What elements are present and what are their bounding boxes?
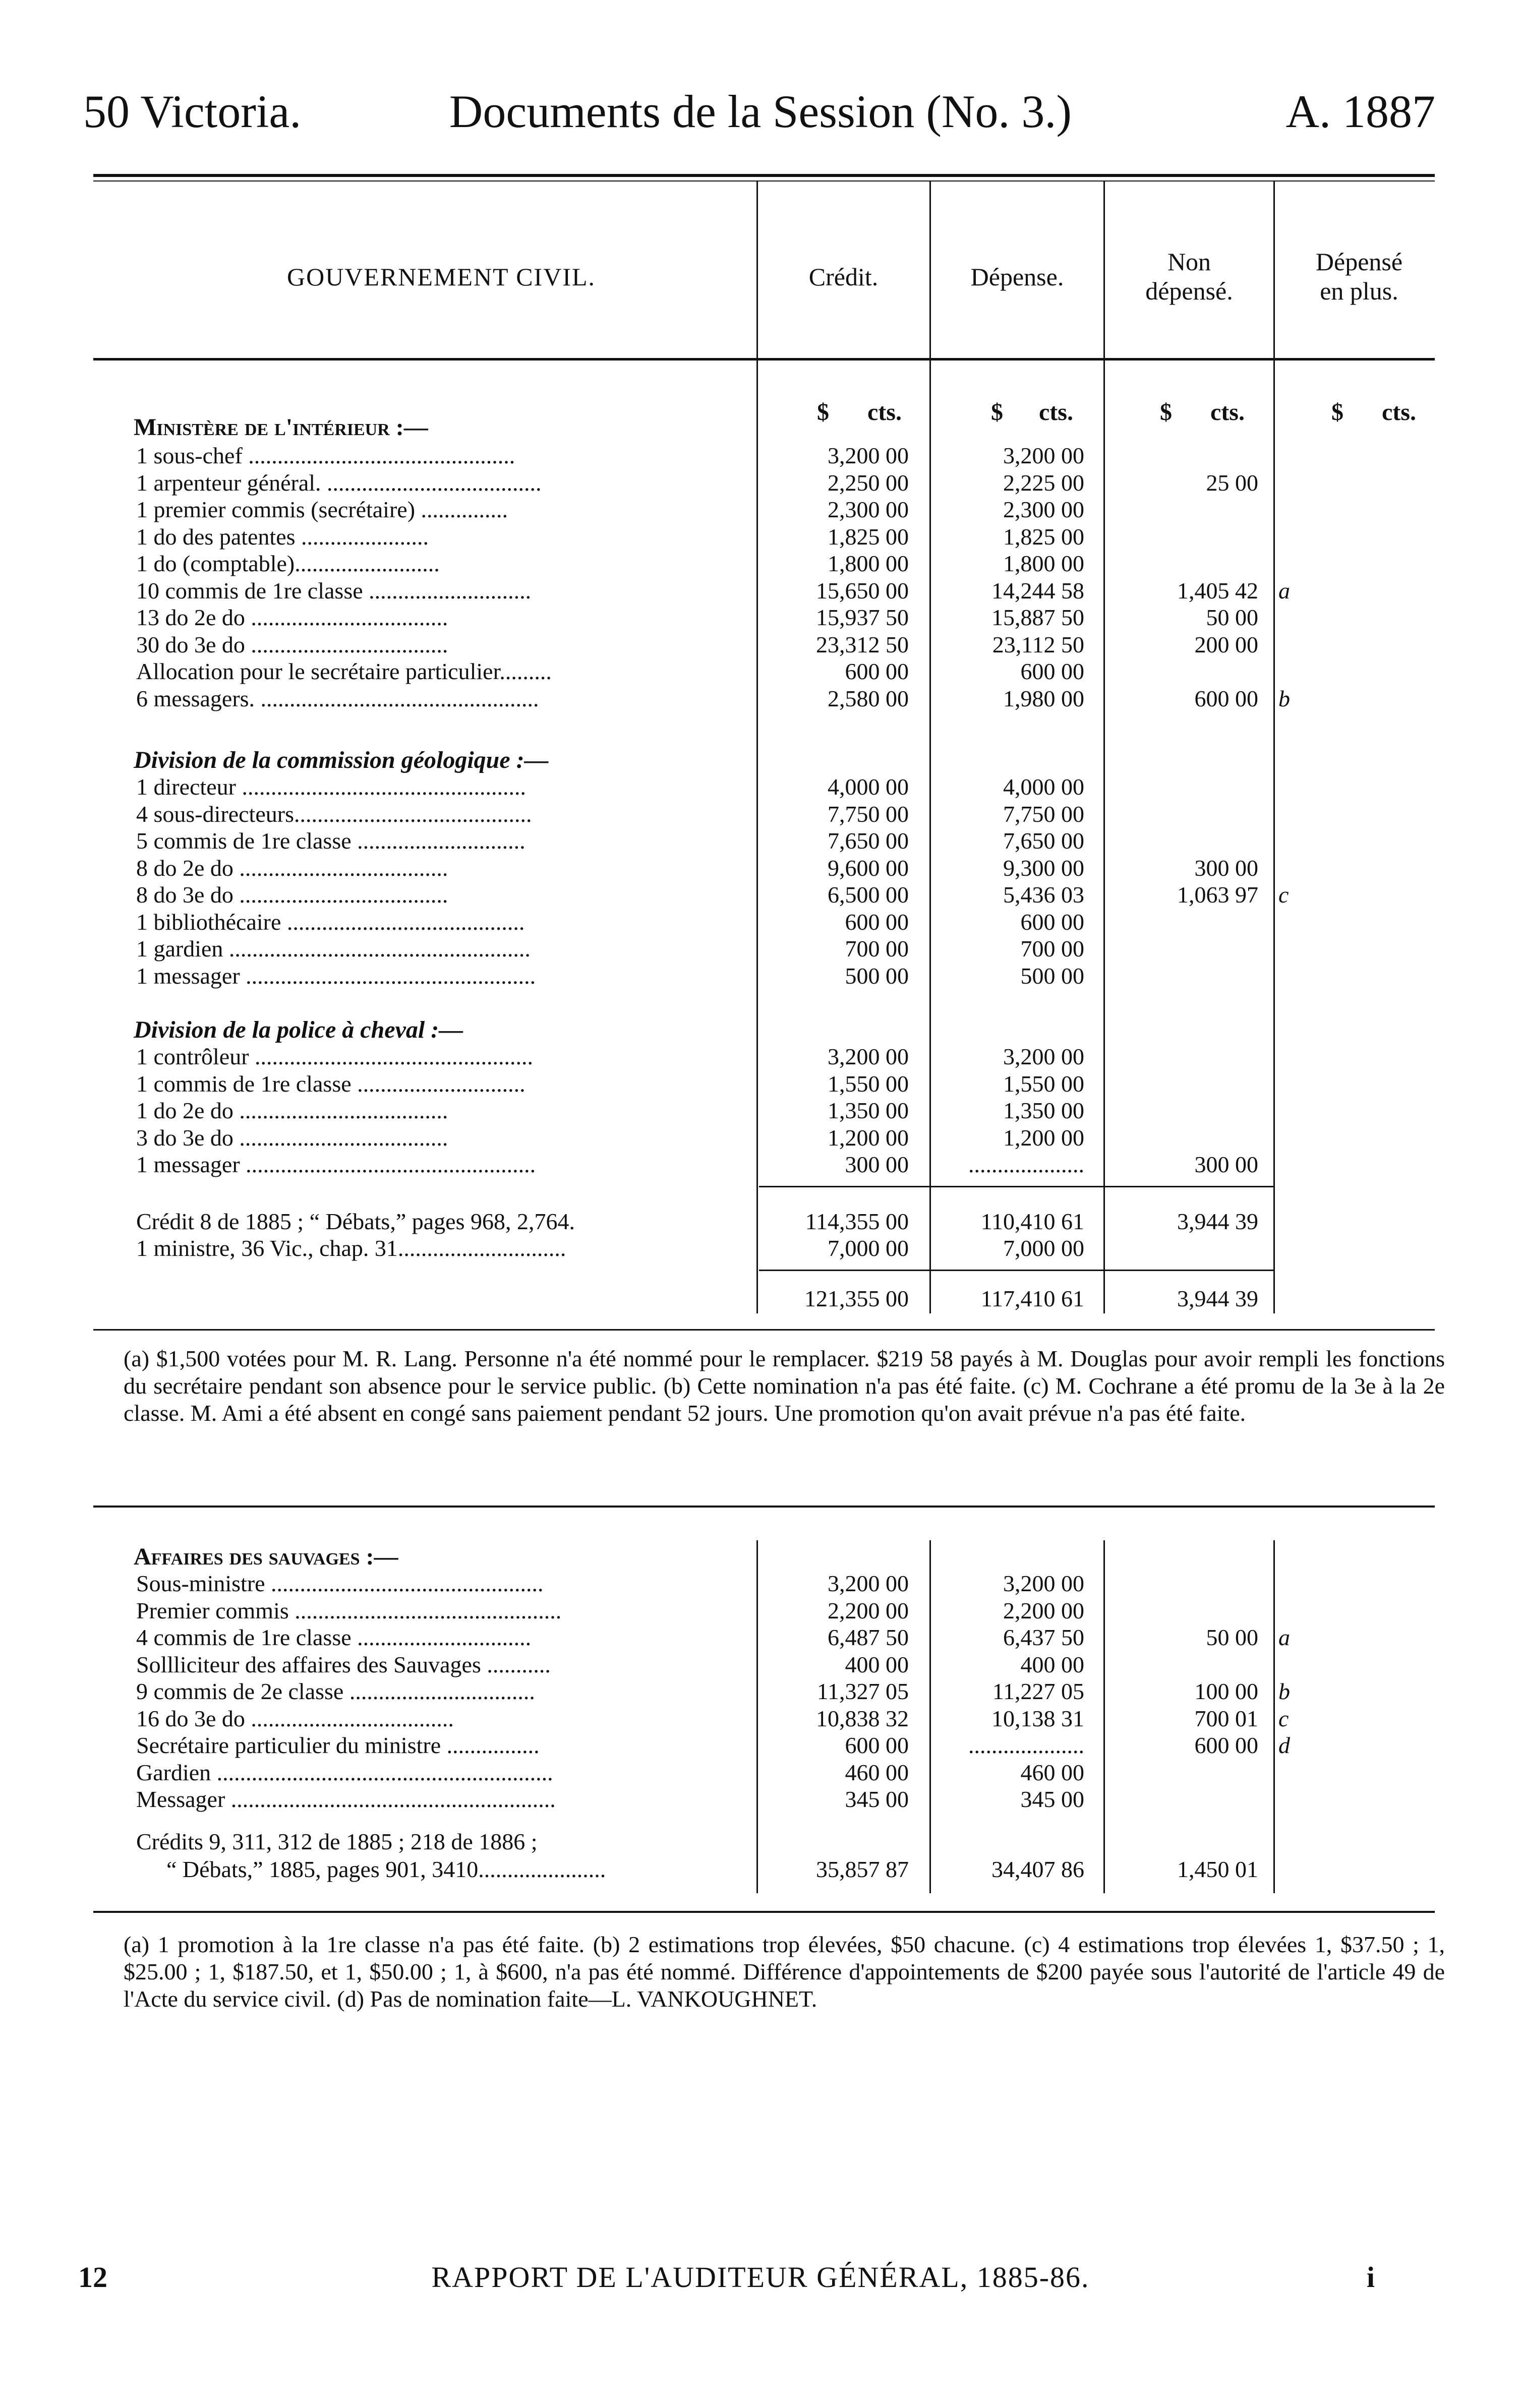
- row-depense: 4,000 00: [1003, 774, 1084, 800]
- row-depense: 1,550 00: [1003, 1070, 1084, 1097]
- row-credit: 23,312 50: [816, 631, 909, 657]
- row-label: 1 arpenteur général. .....................................: [136, 469, 542, 496]
- header-session-year: 50 Victoria.: [83, 86, 302, 137]
- row-label: 1 contrôleur ................................................: [136, 1044, 534, 1069]
- row-depense: 3,200 00: [1003, 1044, 1084, 1069]
- table-row: [0, 1731, 1521, 1760]
- row-label: 4 commis de 1re classe ..............................: [136, 1624, 532, 1650]
- total-depense: 7,000 00: [1003, 1235, 1084, 1261]
- table-row: [0, 1043, 1521, 1071]
- header-document-title: Documents de la Session (No. 3.): [449, 86, 1072, 137]
- unit-dollar: $: [1331, 399, 1343, 426]
- row-credit: 11,327 05: [816, 1678, 909, 1704]
- row-depense: ....................: [968, 1732, 1084, 1758]
- row-label: 1 gardien ....................................................: [136, 936, 531, 961]
- row-label: 8 do 3e do ....................................: [136, 882, 448, 908]
- table-row: [0, 1597, 1521, 1625]
- row-credit: 15,650 00: [816, 577, 909, 604]
- row-credit: 10,838 32: [816, 1705, 909, 1731]
- row-label: 9 commis de 2e classe ................................: [136, 1678, 535, 1704]
- section-title-interieur: Ministère de l'intérieur :—: [134, 414, 428, 441]
- header-depense: Dépense.: [970, 263, 1064, 291]
- unit-cts: cts.: [1210, 399, 1245, 426]
- table-row: [0, 1097, 1521, 1125]
- row-label: 6 messagers. ................................................: [136, 685, 539, 711]
- section-end-rule: [93, 1329, 1435, 1331]
- total-depense: 34,407 86: [991, 1856, 1084, 1882]
- row-credit: 500 00: [845, 962, 909, 989]
- row-credit: 400 00: [845, 1651, 909, 1677]
- row-label: 8 do 2e do ....................................: [136, 855, 448, 881]
- row-depense: 2,225 00: [1003, 469, 1084, 496]
- section-title-row: [0, 746, 1521, 774]
- table-row: [0, 1570, 1521, 1598]
- table-row: [0, 657, 1521, 686]
- unit-dollar: $: [1160, 399, 1172, 426]
- row-label: 1 sous-chef ..............................................: [136, 443, 515, 468]
- row-note-marker: b: [1278, 1678, 1290, 1704]
- table-row: [0, 604, 1521, 632]
- row-depense: 1,825 00: [1003, 523, 1084, 550]
- row-non-depense: 100 00: [1194, 1678, 1258, 1704]
- total-credit: 35,857 87: [816, 1856, 909, 1882]
- table-row: [0, 1651, 1521, 1679]
- row-label: 1 bibliothécaire .........................................: [136, 909, 525, 935]
- row-non-depense: 600 00: [1194, 1732, 1258, 1758]
- row-label: 3 do 3e do ....................................: [136, 1124, 448, 1151]
- footnotes-sauvages: (a) 1 promotion à la 1re classe n'a pas été faite. (b) 2 estimations trop élevées, $50 chacune. (c) 4 estimations trop élevées 1, $37.50 ; 1, $25.00 ; 1, $187.50, et 1, $50.00 ; 1, à $600, n'a pas été nommé. Différence d'appointements de $200 payée sous l'autorité de l'article 49 de l'Acte du service civil. (d) Pas de nomination faite—L. VANKOUGHNET.: [124, 1932, 1445, 2012]
- total-non-depense: 1,450 01: [1177, 1856, 1258, 1882]
- row-credit: 3,200 00: [828, 443, 909, 468]
- row-non-depense: 200 00: [1194, 631, 1258, 657]
- table-row: [0, 550, 1521, 578]
- row-depense: 14,244 58: [991, 577, 1084, 604]
- table-row: [0, 631, 1521, 659]
- header-credit: Crédit.: [808, 263, 879, 291]
- row-label: 1 commis de 1re classe .............................: [136, 1070, 525, 1097]
- table-row: [0, 908, 1521, 936]
- unit-dollar: $: [991, 399, 1003, 426]
- section-title-row: [0, 413, 1521, 442]
- row-credit: 600 00: [845, 909, 909, 935]
- row-credit: 6,487 50: [828, 1624, 909, 1650]
- footnotes-interieur: (a) $1,500 votées pour M. R. Lang. Personne n'a été nommé pour le remplacer. $219 58 payés à M. Douglas pour avoir rempli les fonctions du secrétaire pendant son absence pour le service public. (b) Cette nomination n'a pas été faite. (c) M. Cochrane a été promu de la 3e à la 2e classe. M. Ami a été absent en congé sans paiement pendant 52 jours. Une promotion qu'on avait prévue n'a pas été faite.: [124, 1346, 1445, 1426]
- footer-signature-mark: i: [1366, 2261, 1375, 2294]
- table-row: [0, 827, 1521, 855]
- row-note-marker: c: [1278, 1705, 1289, 1731]
- row-depense: 1,800 00: [1003, 551, 1084, 576]
- row-credit: 2,580 00: [828, 685, 909, 711]
- row-depense: 1,980 00: [1003, 685, 1084, 711]
- grand-total-row: [0, 1285, 1521, 1313]
- total-label-line2: “ Débats,” 1885, pages 901, 3410......................: [166, 1856, 606, 1882]
- row-depense: 15,887 50: [991, 605, 1084, 630]
- mid-rule: [93, 1506, 1435, 1508]
- grand-total-rule: [759, 1270, 1273, 1271]
- row-depense: 1,350 00: [1003, 1098, 1084, 1123]
- row-depense: 9,300 00: [1003, 855, 1084, 881]
- unit-cts: cts.: [1039, 399, 1073, 426]
- table-row: [0, 1623, 1521, 1652]
- row-depense: 600 00: [1020, 909, 1084, 935]
- section-title-sauvages: Affaires des sauvages :—: [134, 1543, 398, 1570]
- table-row: [0, 935, 1521, 963]
- row-depense: 345 00: [1020, 1786, 1084, 1812]
- row-credit: 1,800 00: [828, 551, 909, 576]
- row-credit: 15,937 50: [816, 605, 909, 630]
- section-end-rule: [93, 1911, 1435, 1913]
- row-credit: 6,500 00: [828, 882, 909, 908]
- row-label: 1 premier commis (secrétaire) ...............: [136, 497, 508, 522]
- header-en-plus-line2: en plus.: [1320, 277, 1398, 305]
- row-label: Sous-ministre ...............................................: [136, 1571, 544, 1596]
- row-credit: 1,825 00: [828, 523, 909, 550]
- row-credit: 2,250 00: [828, 469, 909, 496]
- row-label: Sollliciteur des affaires des Sauvages ...........: [136, 1651, 551, 1677]
- row-non-depense: 1,405 42: [1177, 577, 1258, 604]
- row-label: 1 do 2e do ....................................: [136, 1098, 448, 1123]
- grand-total-non-depense: 3,944 39: [1177, 1286, 1258, 1311]
- total-label: 1 ministre, 36 Vic., chap. 31.............................: [136, 1235, 566, 1261]
- row-depense: 10,138 31: [991, 1705, 1084, 1731]
- footer-page-number: 12: [78, 2261, 107, 2294]
- row-credit: 7,650 00: [828, 828, 909, 854]
- row-label: 1 messager ..................................................: [136, 962, 536, 989]
- table-row: [0, 523, 1521, 551]
- row-credit: 345 00: [845, 1786, 909, 1812]
- table-row: [0, 1151, 1521, 1179]
- row-credit: 2,200 00: [828, 1597, 909, 1623]
- row-non-depense: 1,063 97: [1177, 882, 1258, 908]
- row-label: Gardien ..........................................................: [136, 1759, 553, 1785]
- row-non-depense: 600 00: [1194, 685, 1258, 711]
- grand-total-depense: 117,410 61: [980, 1286, 1084, 1311]
- row-note-marker: a: [1278, 1624, 1290, 1650]
- table-row: [0, 496, 1521, 524]
- row-non-depense: 300 00: [1194, 855, 1258, 881]
- row-label: Secrétaire particulier du ministre ................: [136, 1732, 540, 1758]
- total-depense: 110,410 61: [980, 1209, 1084, 1234]
- table-row: [0, 1705, 1521, 1733]
- row-credit: 4,000 00: [828, 774, 909, 800]
- row-depense: 460 00: [1020, 1759, 1084, 1785]
- section-title-row: [0, 1016, 1521, 1044]
- row-depense: 7,650 00: [1003, 828, 1084, 854]
- row-note-marker: c: [1278, 882, 1289, 908]
- row-depense: 5,436 03: [1003, 882, 1084, 908]
- table-row: [0, 1785, 1521, 1814]
- row-depense: 2,200 00: [1003, 1597, 1084, 1623]
- row-credit: 600 00: [845, 658, 909, 684]
- row-note-marker: a: [1278, 577, 1290, 604]
- total-row: [0, 1208, 1521, 1236]
- table-row: [0, 1070, 1521, 1098]
- row-label: 1 directeur .................................................: [136, 774, 526, 800]
- row-credit: 1,200 00: [828, 1124, 909, 1151]
- table-row: [0, 800, 1521, 828]
- row-label: Messager ........................................................: [136, 1786, 556, 1812]
- row-label: 16 do 3e do ...................................: [136, 1705, 454, 1731]
- unit-cts: cts.: [867, 399, 902, 426]
- row-credit: 3,200 00: [828, 1571, 909, 1596]
- header-year: A. 1887: [1285, 86, 1435, 137]
- row-label: 1 do (comptable).........................: [136, 551, 440, 576]
- row-depense: 23,112 50: [992, 631, 1084, 657]
- header-en-plus-line1: Dépensé: [1315, 248, 1403, 276]
- section-title-police: Division de la police à cheval :—: [134, 1016, 463, 1043]
- table-row: [0, 685, 1521, 713]
- row-non-depense: 700 01: [1194, 1705, 1258, 1731]
- total-row: [0, 1828, 1521, 1856]
- row-depense: 600 00: [1020, 658, 1084, 684]
- row-depense: ....................: [968, 1152, 1084, 1177]
- row-credit: 700 00: [845, 936, 909, 961]
- unit-dollar: $: [817, 399, 829, 426]
- table-row: [0, 962, 1521, 990]
- row-credit: 600 00: [845, 1732, 909, 1758]
- row-depense: 3,200 00: [1003, 443, 1084, 468]
- section-title-row: [0, 1543, 1521, 1571]
- table-title: GOUVERNEMENT CIVIL.: [286, 263, 596, 291]
- row-depense: 6,437 50: [1003, 1624, 1084, 1650]
- table-row: [0, 1759, 1521, 1787]
- table-row: [0, 442, 1521, 470]
- row-note-marker: b: [1278, 685, 1290, 711]
- row-depense: 1,200 00: [1003, 1124, 1084, 1151]
- row-note-marker: d: [1278, 1732, 1290, 1758]
- total-row: [0, 1855, 1521, 1884]
- row-non-depense: 25 00: [1206, 469, 1258, 496]
- row-label: Premier commis ..............................................: [136, 1597, 562, 1623]
- table-row: [0, 469, 1521, 497]
- top-rule-thin: [93, 180, 1435, 182]
- row-label: 13 do 2e do ..................................: [136, 605, 448, 630]
- row-depense: 700 00: [1020, 936, 1084, 961]
- row-credit: 460 00: [845, 1759, 909, 1785]
- header-non-depense: [1106, 247, 1272, 306]
- row-credit: 1,350 00: [828, 1098, 909, 1123]
- table-row: [0, 881, 1521, 909]
- row-label: 10 commis de 1re classe ............................: [136, 577, 532, 604]
- row-non-depense: 50 00: [1206, 1624, 1258, 1650]
- unit-cts: cts.: [1382, 399, 1416, 426]
- total-label-line1: Crédits 9, 311, 312 de 1885 ; 218 de 1886 ;: [136, 1829, 538, 1854]
- row-label: 4 sous-directeurs.........................................: [136, 801, 532, 827]
- total-non-depense: 3,944 39: [1177, 1209, 1258, 1234]
- row-label: 1 messager ..................................................: [136, 1152, 536, 1177]
- row-credit: 9,600 00: [828, 855, 909, 881]
- row-label: 1 do des patentes ......................: [136, 523, 429, 550]
- row-depense: 400 00: [1020, 1651, 1084, 1677]
- table-row: [0, 577, 1521, 605]
- table-row: [0, 773, 1521, 801]
- total-credit: 114,355 00: [805, 1209, 909, 1234]
- row-credit: 2,300 00: [828, 497, 909, 522]
- row-label: 30 do 3e do ..................................: [136, 631, 448, 657]
- table-row: [0, 1124, 1521, 1152]
- row-depense: 11,227 05: [992, 1678, 1084, 1704]
- row-label: Allocation pour le secrétaire particulier.........: [136, 658, 552, 684]
- row-label: 5 commis de 1re classe .............................: [136, 828, 525, 854]
- top-rule: [93, 174, 1435, 177]
- row-non-depense: 300 00: [1194, 1152, 1258, 1177]
- row-depense: 7,750 00: [1003, 801, 1084, 827]
- table-row: [0, 854, 1521, 882]
- row-credit: 1,550 00: [828, 1070, 909, 1097]
- header-rule: [93, 358, 1435, 360]
- header-non-depense-line1: Non: [1167, 248, 1211, 276]
- row-depense: 3,200 00: [1003, 1571, 1084, 1596]
- row-depense: 2,300 00: [1003, 497, 1084, 522]
- row-depense: 500 00: [1020, 962, 1084, 989]
- row-credit: 300 00: [845, 1152, 909, 1177]
- grand-total-credit: 121,355 00: [804, 1286, 909, 1311]
- section-title-geologique: Division de la commission géologique :—: [134, 747, 549, 773]
- footer-report-title: RAPPORT DE L'AUDITEUR GÉNÉRAL, 1885-86.: [431, 2261, 1090, 2294]
- table-row: [0, 1677, 1521, 1706]
- total-credit: 7,000 00: [828, 1235, 909, 1261]
- subtotal-rule: [759, 1186, 1273, 1187]
- row-non-depense: 50 00: [1206, 605, 1258, 630]
- header-non-depense-line2: dépensé.: [1145, 277, 1233, 305]
- row-credit: 3,200 00: [828, 1044, 909, 1069]
- row-credit: 7,750 00: [828, 801, 909, 827]
- header-en-plus: [1276, 247, 1442, 306]
- total-label: Crédit 8 de 1885 ; “ Débats,” pages 968, 2,764.: [136, 1209, 575, 1234]
- total-row: [0, 1234, 1521, 1262]
